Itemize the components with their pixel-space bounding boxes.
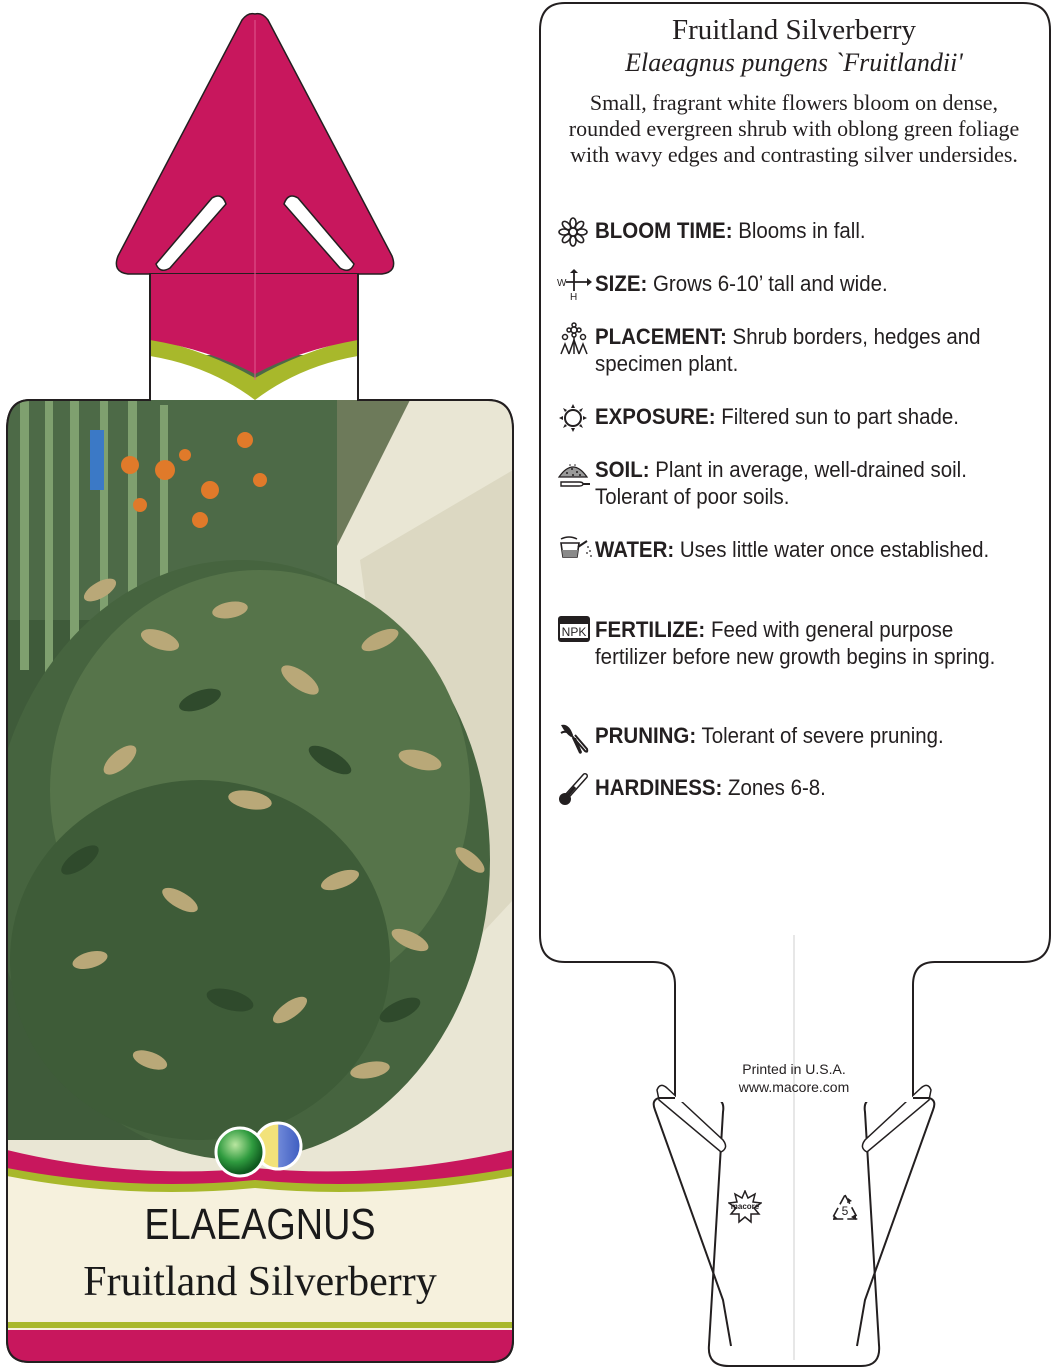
attr-row-soil bbox=[557, 455, 1027, 510]
fertilize-value: Feed with general purpose fertilizer before new growth begins in spring. bbox=[595, 617, 996, 669]
front-genus-name: ELAEAGNUS bbox=[144, 1200, 376, 1249]
size-icon-h: H bbox=[570, 292, 578, 301]
sun-icon bbox=[557, 402, 595, 432]
back-title: Fruitland Silverberry bbox=[671, 14, 917, 46]
attr-row-pruning bbox=[557, 721, 1027, 751]
soil-value: Plant in average, well-drained soil. Tolerant of poor soils. bbox=[595, 457, 967, 509]
back-plant-tag bbox=[535, 0, 1053, 1369]
attr-row-fertilize bbox=[557, 615, 1027, 670]
size-value: Grows 6-10’ tall and wide. bbox=[652, 271, 888, 296]
pruning-value: Tolerant of severe pruning. bbox=[701, 723, 944, 748]
exposure-label: EXPOSURE: bbox=[595, 404, 716, 429]
hardiness-value: Zones 6-8. bbox=[728, 775, 826, 800]
back-description: Small, fragrant white flowers bloom on dense, rounded evergreen shrub with oblong green foliage with wavy edges and contrasting silver undersides. bbox=[568, 90, 1020, 167]
fertilize-label: FERTILIZE: bbox=[595, 617, 706, 642]
attr-row-hardiness bbox=[557, 773, 1027, 803]
water-label: WATER: bbox=[595, 537, 675, 562]
watering-can-icon bbox=[557, 535, 595, 565]
color-balls-logo bbox=[210, 1120, 310, 1180]
size-icon-w: W bbox=[557, 278, 567, 289]
back-latin-name: Elaeagnus pungens `Fruitlandii' bbox=[625, 48, 963, 77]
attr-row-water bbox=[557, 535, 1027, 565]
npk-icon-text: NPK bbox=[561, 625, 587, 639]
hardiness-label: HARDINESS: bbox=[595, 775, 723, 800]
macore-logo-icon bbox=[728, 1190, 762, 1224]
pruners-icon bbox=[557, 721, 595, 751]
attr-row-size bbox=[557, 269, 1027, 299]
recycle-number: 5 bbox=[841, 1204, 849, 1218]
front-common-name: Fruitland Silverberry bbox=[83, 1259, 437, 1305]
back-tag-shape bbox=[535, 0, 1053, 1369]
macore-logo-text: macore bbox=[730, 1202, 760, 1211]
bloom-time-label: BLOOM TIME: bbox=[595, 218, 733, 243]
soil-trowel-icon bbox=[557, 455, 595, 485]
attr-row-placement bbox=[557, 322, 1027, 377]
thermometer-icon bbox=[557, 773, 595, 803]
recycle-5-icon bbox=[828, 1192, 862, 1224]
placement-label: PLACEMENT: bbox=[595, 324, 727, 349]
attr-row-exposure bbox=[557, 402, 1027, 432]
exposure-value: Filtered sun to part shade. bbox=[721, 404, 959, 429]
macore-url: www.macore.com bbox=[738, 1079, 850, 1095]
pruning-label: PRUNING: bbox=[595, 723, 697, 748]
npk-fertilizer-icon bbox=[557, 615, 595, 645]
attr-row-bloom-time bbox=[557, 216, 1027, 246]
front-plant-tag bbox=[0, 0, 520, 1369]
size-arrows-icon bbox=[557, 269, 595, 299]
printed-in-usa: Printed in U.S.A. bbox=[742, 1061, 846, 1077]
printed-info bbox=[535, 1060, 1053, 1096]
placement-value: Shrub borders, hedges and specimen plant. bbox=[595, 324, 981, 376]
soil-label: SOIL: bbox=[595, 457, 650, 482]
bloom-time-value: Blooms in fall. bbox=[738, 218, 866, 243]
flower-icon bbox=[557, 216, 595, 246]
size-label: SIZE: bbox=[595, 271, 648, 296]
water-value: Uses little water once established. bbox=[679, 537, 990, 562]
plants-icon bbox=[557, 322, 595, 352]
